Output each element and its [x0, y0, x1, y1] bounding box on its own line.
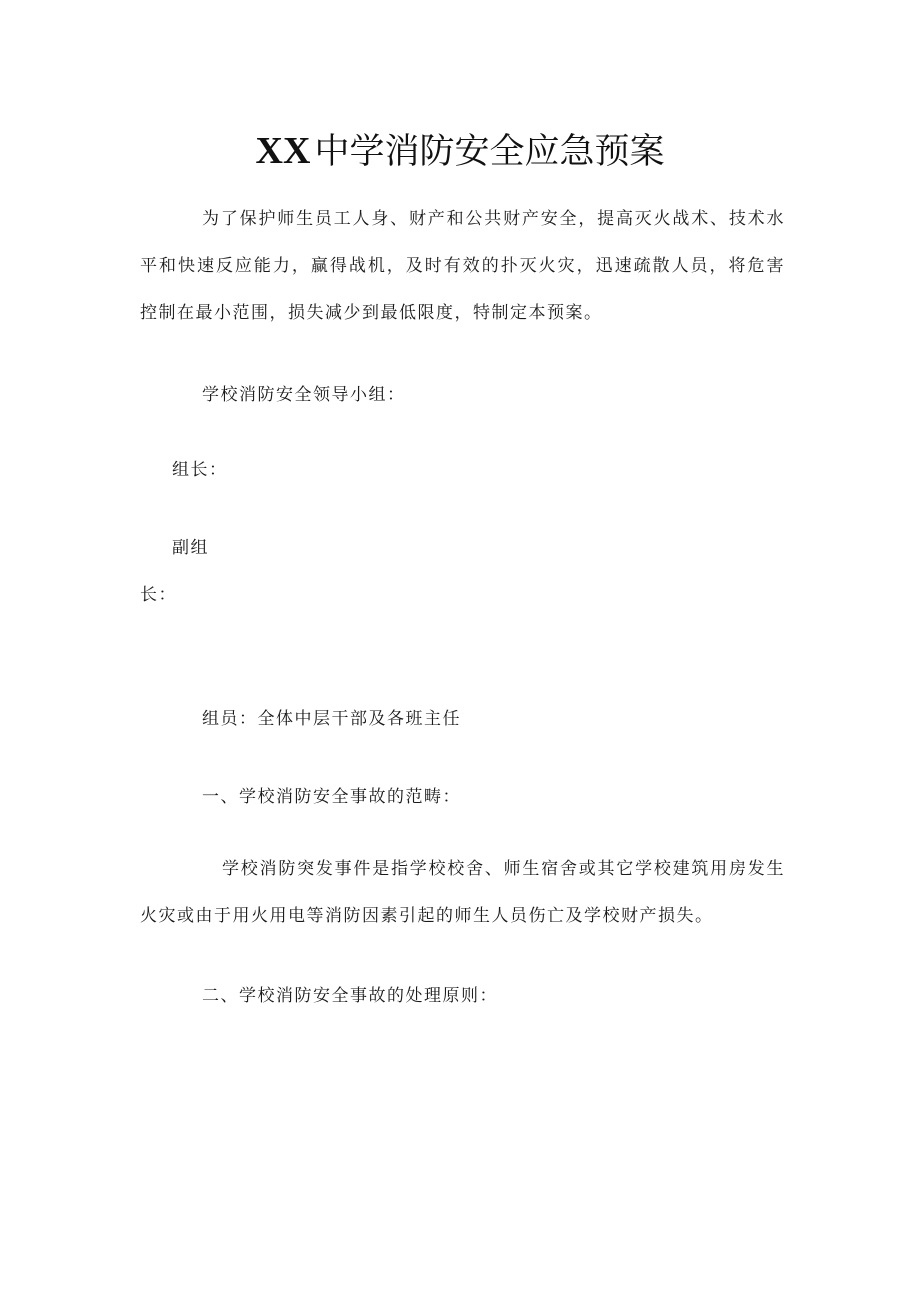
section1-body: 学校消防突发事件是指学校校舍、师生宿舍或其它学校建筑用房发生火灾或由于用火用电等消防因素引起的师生人员伤亡及学校财产损失。	[140, 859, 785, 926]
section2-heading: 二、学校消防安全事故的处理原则：	[202, 986, 498, 1006]
leader-label: 组长：	[172, 460, 228, 480]
section1-heading: 一、学校消防安全事故的范畴：	[202, 787, 461, 807]
document-title	[0, 124, 920, 174]
members-line: 组员：全体中层干部及各班主任	[202, 709, 461, 729]
leadership-heading: 学校消防安全领导小组：	[202, 385, 406, 405]
intro-paragraph: 为了保护师生员工人身、财产和公共财产安全，提高灭火战术、技术水平和快速反应能力，赢得战机，及时有效的扑灭火灾，迅速疏散人员，将危害控制在最小范围，损失减少到最低限度，特制定本预案。	[140, 209, 785, 323]
title-main: 中学消防安全应急预案	[314, 132, 665, 172]
deputy-label-part2: 长：	[140, 585, 177, 605]
title-prefix: XX	[255, 130, 311, 172]
deputy-label-part1: 副组	[172, 538, 209, 558]
